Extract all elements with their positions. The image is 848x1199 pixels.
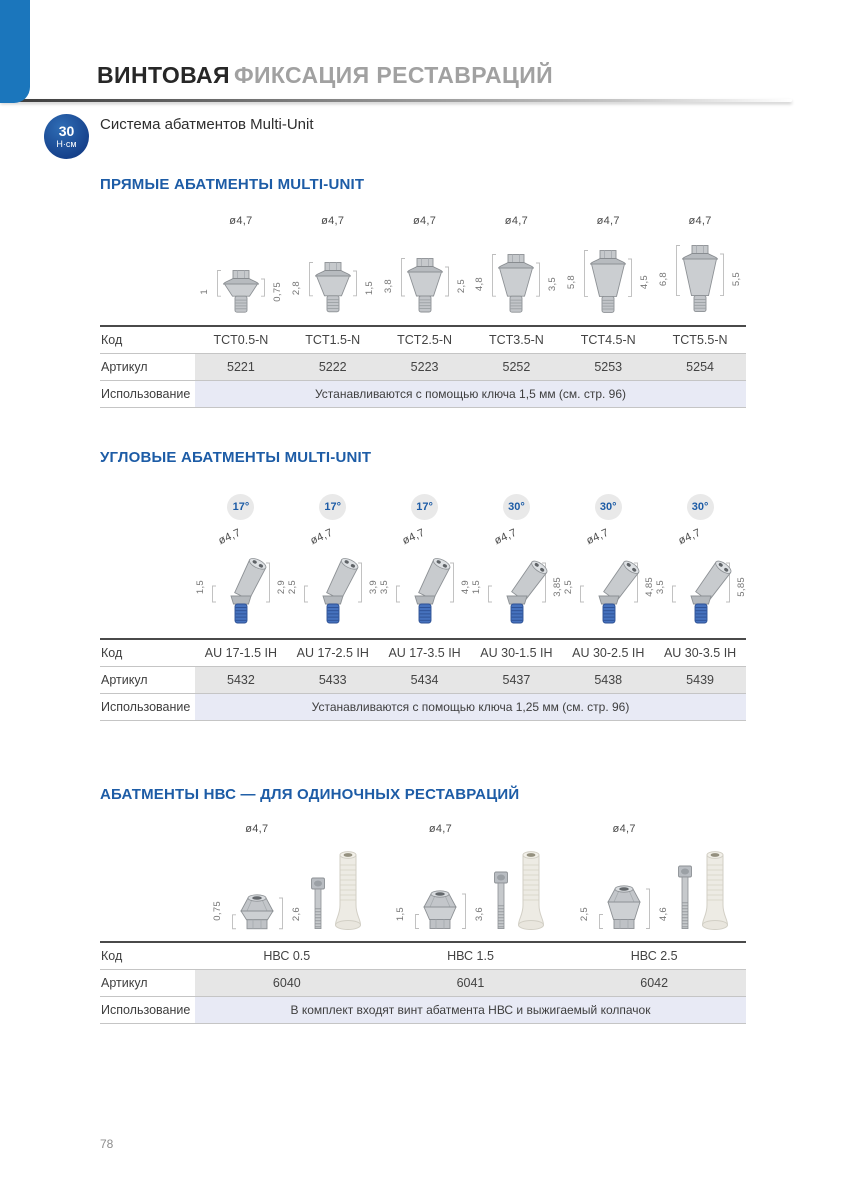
dimension-right-label: 4,85 bbox=[644, 577, 655, 597]
page-title-secondary: ФИКСАЦИЯ РЕСТАВРАЦИЙ bbox=[233, 62, 554, 88]
diameter-label: ø4,7 bbox=[400, 526, 428, 548]
table-cell: TCT5.5-N bbox=[672, 333, 728, 347]
table-cell: 5434 bbox=[379, 667, 471, 693]
row-label: Использование bbox=[100, 694, 195, 720]
products-row bbox=[195, 526, 746, 628]
product bbox=[287, 215, 379, 315]
straight-abutment-icon bbox=[304, 261, 362, 315]
dimension-left-label: 2,5 bbox=[579, 906, 591, 921]
straight-abutment-icon bbox=[671, 244, 729, 315]
row-label: Использование bbox=[100, 997, 195, 1023]
section-angled bbox=[100, 449, 746, 721]
spec-table bbox=[100, 941, 746, 1024]
table-row bbox=[100, 667, 746, 694]
product bbox=[379, 526, 471, 628]
dimension-left-label: 1,5 bbox=[471, 579, 482, 595]
diameter-label: ø4,7 bbox=[245, 823, 269, 835]
table-cell: TCT4.5-N bbox=[580, 333, 636, 347]
table-row bbox=[100, 943, 746, 970]
products-row bbox=[195, 215, 746, 315]
diameter-label: ø4,7 bbox=[688, 215, 712, 227]
product bbox=[654, 215, 746, 315]
section-heading: ПРЯМЫЕ АБАТМЕНТЫ MULTI-UNIT bbox=[100, 176, 365, 193]
hbc-abutment-icon bbox=[595, 882, 653, 931]
dimension-right-label: 2,6 bbox=[290, 906, 302, 921]
table-cell: TCT3.5-N bbox=[488, 333, 544, 347]
row-label: Использование bbox=[100, 381, 195, 407]
dimension-left-label: 3,8 bbox=[382, 278, 394, 294]
angled-abutment-icon bbox=[668, 546, 734, 628]
product-illustration bbox=[212, 847, 362, 931]
dimension-right-label: 5,5 bbox=[731, 272, 743, 287]
diameter-label: ø4,7 bbox=[676, 526, 704, 548]
table-cell: AU 17-2.5 IH bbox=[296, 646, 369, 660]
angled-abutment-icon bbox=[392, 546, 458, 628]
product-illustration bbox=[474, 253, 558, 315]
product-illustration bbox=[383, 257, 467, 315]
dimension-right-label: 3,5 bbox=[547, 276, 559, 292]
product-illustration bbox=[395, 847, 545, 931]
table-cell: 5439 bbox=[654, 667, 746, 693]
product bbox=[562, 823, 746, 931]
row-label: Код bbox=[100, 640, 195, 666]
dimension-right-label: 0,75 bbox=[271, 282, 283, 302]
product bbox=[195, 823, 379, 931]
dimension-right-label: 3,9 bbox=[368, 579, 379, 595]
product bbox=[562, 215, 654, 315]
dimension-right-label: 3,6 bbox=[474, 906, 486, 921]
dimension-left-label: 1,5 bbox=[395, 906, 407, 921]
table-row bbox=[100, 381, 746, 408]
dimension-right-label: 3,85 bbox=[552, 577, 563, 597]
product-illustration bbox=[195, 546, 287, 628]
table-cell: 5438 bbox=[562, 667, 654, 693]
torque-value: 30 bbox=[58, 123, 75, 139]
table-cell: 5432 bbox=[195, 667, 287, 693]
table-cell: НВС 0.5 bbox=[263, 949, 311, 963]
angled-abutment-icon bbox=[208, 546, 274, 628]
angled-abutment-icon bbox=[300, 546, 366, 628]
section-hbc bbox=[100, 786, 746, 1024]
dimension-right-label: 4,5 bbox=[639, 274, 651, 290]
straight-abutment-icon bbox=[487, 253, 545, 315]
abutment-screw-icon bbox=[674, 865, 696, 931]
product-illustration bbox=[379, 546, 471, 628]
diameter-label: ø4,7 bbox=[584, 526, 612, 548]
dimension-right-label: 4,9 bbox=[460, 579, 471, 595]
angle-badge: 17° bbox=[411, 494, 438, 520]
dimension-left-label: 3,5 bbox=[655, 579, 666, 595]
table-row bbox=[100, 694, 746, 721]
table-row bbox=[100, 997, 746, 1024]
blue-corner-bar bbox=[0, 0, 30, 103]
dimension-left-label: 2,5 bbox=[287, 579, 298, 595]
table-cell: AU 17-1.5 IH bbox=[204, 646, 278, 660]
angle-badge: 17° bbox=[227, 494, 254, 520]
table-note-cell: Устанавливаются с помощью ключа 1,25 мм (см. стр. 96) bbox=[195, 694, 746, 720]
product-illustration bbox=[563, 546, 655, 628]
product-illustration bbox=[287, 546, 379, 628]
dimension-right-label: 2,5 bbox=[455, 278, 467, 294]
angled-abutment-icon bbox=[576, 546, 642, 628]
product-illustration bbox=[199, 269, 283, 315]
abutment-screw-icon bbox=[307, 877, 329, 931]
table-row bbox=[100, 354, 746, 381]
product bbox=[195, 526, 287, 628]
angle-badges-row bbox=[195, 494, 746, 520]
product-illustration bbox=[579, 847, 729, 931]
header-divider bbox=[0, 99, 792, 102]
table-cell: 6042 bbox=[562, 970, 746, 996]
diameter-label: ø4,7 bbox=[308, 526, 336, 548]
section-heading: УГЛОВЫЕ АБАТМЕНТЫ MULTI-UNIT bbox=[100, 449, 372, 466]
table-cell: AU 30-1.5 IH bbox=[480, 646, 553, 660]
table-cell: 5254 bbox=[654, 354, 746, 380]
table-cell: 5437 bbox=[471, 667, 563, 693]
page-number: 78 bbox=[100, 1137, 114, 1151]
diameter-label: ø4,7 bbox=[321, 215, 345, 227]
table-cell: TCT2.5-N bbox=[397, 333, 453, 347]
dimension-left-label: 4,8 bbox=[474, 276, 486, 292]
dimension-left-label: 2,8 bbox=[290, 280, 302, 296]
system-subtitle: Система абатментов Multi-Unit bbox=[100, 116, 314, 133]
product bbox=[655, 526, 747, 628]
page-title bbox=[97, 62, 553, 89]
straight-abutment-icon bbox=[212, 269, 270, 315]
row-label: Артикул bbox=[100, 354, 195, 380]
row-label: Код bbox=[100, 943, 195, 969]
table-cell: AU 30-3.5 IH bbox=[663, 646, 737, 660]
product-illustration bbox=[566, 249, 650, 315]
table-cell: 5252 bbox=[471, 354, 563, 380]
dimension-left-label: 6,8 bbox=[658, 272, 670, 287]
product bbox=[379, 215, 471, 315]
hbc-abutment-icon bbox=[228, 891, 286, 931]
diameter-label: ø4,7 bbox=[504, 215, 529, 227]
product bbox=[563, 526, 655, 628]
burnout-cap-icon bbox=[701, 847, 729, 931]
section-heading: АБАТМЕНТЫ НВС — ДЛЯ ОДИНОЧНЫХ РЕСТАВРАЦИЙ bbox=[100, 786, 520, 803]
table-note-cell: В комплект входят винт абатмента НВС и выжигаемый колпачок bbox=[195, 997, 746, 1023]
table-cell: 5222 bbox=[287, 354, 379, 380]
diameter-label: ø4,7 bbox=[428, 823, 453, 835]
torque-unit: Н·см bbox=[56, 139, 77, 149]
dimension-left-label: 3,5 bbox=[379, 579, 390, 595]
dimension-right-label: 1,5 bbox=[363, 280, 375, 296]
spec-table bbox=[100, 325, 746, 408]
diameter-label: ø4,7 bbox=[229, 215, 253, 227]
straight-abutment-icon bbox=[579, 249, 637, 315]
table-row bbox=[100, 327, 746, 354]
dimension-left-label: 2,5 bbox=[563, 579, 574, 595]
product bbox=[195, 215, 287, 315]
torque-badge bbox=[44, 114, 89, 159]
table-cell: 5221 bbox=[195, 354, 287, 380]
table-cell: AU 17-3.5 IH bbox=[388, 646, 461, 660]
table-cell: TCT0.5-N bbox=[213, 333, 269, 347]
table-cell: 6040 bbox=[195, 970, 379, 996]
table-cell: 5223 bbox=[379, 354, 471, 380]
table-cell: 5433 bbox=[287, 667, 379, 693]
straight-abutment-icon bbox=[396, 257, 454, 315]
burnout-cap-icon bbox=[334, 847, 362, 931]
diameter-label: ø4,7 bbox=[596, 215, 620, 227]
product-illustration bbox=[658, 244, 742, 315]
burnout-cap-icon bbox=[517, 847, 545, 931]
table-cell: 5253 bbox=[562, 354, 654, 380]
row-label: Код bbox=[100, 327, 195, 353]
angle-badge: 30° bbox=[687, 494, 714, 520]
angle-badge: 17° bbox=[319, 494, 346, 520]
product bbox=[471, 526, 563, 628]
table-cell: AU 30-2.5 IH bbox=[572, 646, 645, 660]
table-note-cell: Устанавливаются с помощью ключа 1,5 мм (см. стр. 96) bbox=[195, 381, 746, 407]
product bbox=[471, 215, 563, 315]
row-label: Артикул bbox=[100, 970, 195, 996]
table-cell: НВС 2.5 bbox=[630, 949, 678, 963]
angle-badge: 30° bbox=[503, 494, 530, 520]
diameter-label: ø4,7 bbox=[612, 823, 636, 835]
products-row bbox=[195, 823, 746, 931]
row-label: Артикул bbox=[100, 667, 195, 693]
table-cell: НВС 1.5 bbox=[447, 949, 494, 963]
angle-badge: 30° bbox=[595, 494, 622, 520]
page-title-primary: ВИНТОВАЯ bbox=[97, 62, 230, 88]
table-cell: TCT1.5-N bbox=[305, 333, 361, 347]
product-illustration bbox=[291, 261, 375, 315]
dimension-left-label: 5,8 bbox=[566, 274, 578, 290]
diameter-label: ø4,7 bbox=[216, 526, 244, 548]
diameter-label: ø4,7 bbox=[492, 526, 520, 548]
product bbox=[287, 526, 379, 628]
spec-table bbox=[100, 638, 746, 721]
product-illustration bbox=[471, 546, 563, 628]
abutment-screw-icon bbox=[490, 871, 512, 931]
dimension-right-label: 5,85 bbox=[736, 577, 747, 597]
hbc-abutment-icon bbox=[411, 887, 469, 931]
product bbox=[379, 823, 563, 931]
dimension-left-label: 1,5 bbox=[195, 579, 206, 595]
dimension-left-label: 1 bbox=[198, 289, 210, 295]
table-row bbox=[100, 640, 746, 667]
diameter-label: ø4,7 bbox=[412, 215, 437, 227]
dimension-right-label: 4,6 bbox=[658, 906, 670, 921]
table-cell: 6041 bbox=[379, 970, 563, 996]
angled-abutment-icon bbox=[484, 546, 550, 628]
dimension-right-label: 2,9 bbox=[276, 579, 287, 595]
section-straight bbox=[100, 176, 746, 408]
dimension-left-label: 0,75 bbox=[211, 901, 223, 921]
product-illustration bbox=[655, 546, 747, 628]
table-row bbox=[100, 970, 746, 997]
